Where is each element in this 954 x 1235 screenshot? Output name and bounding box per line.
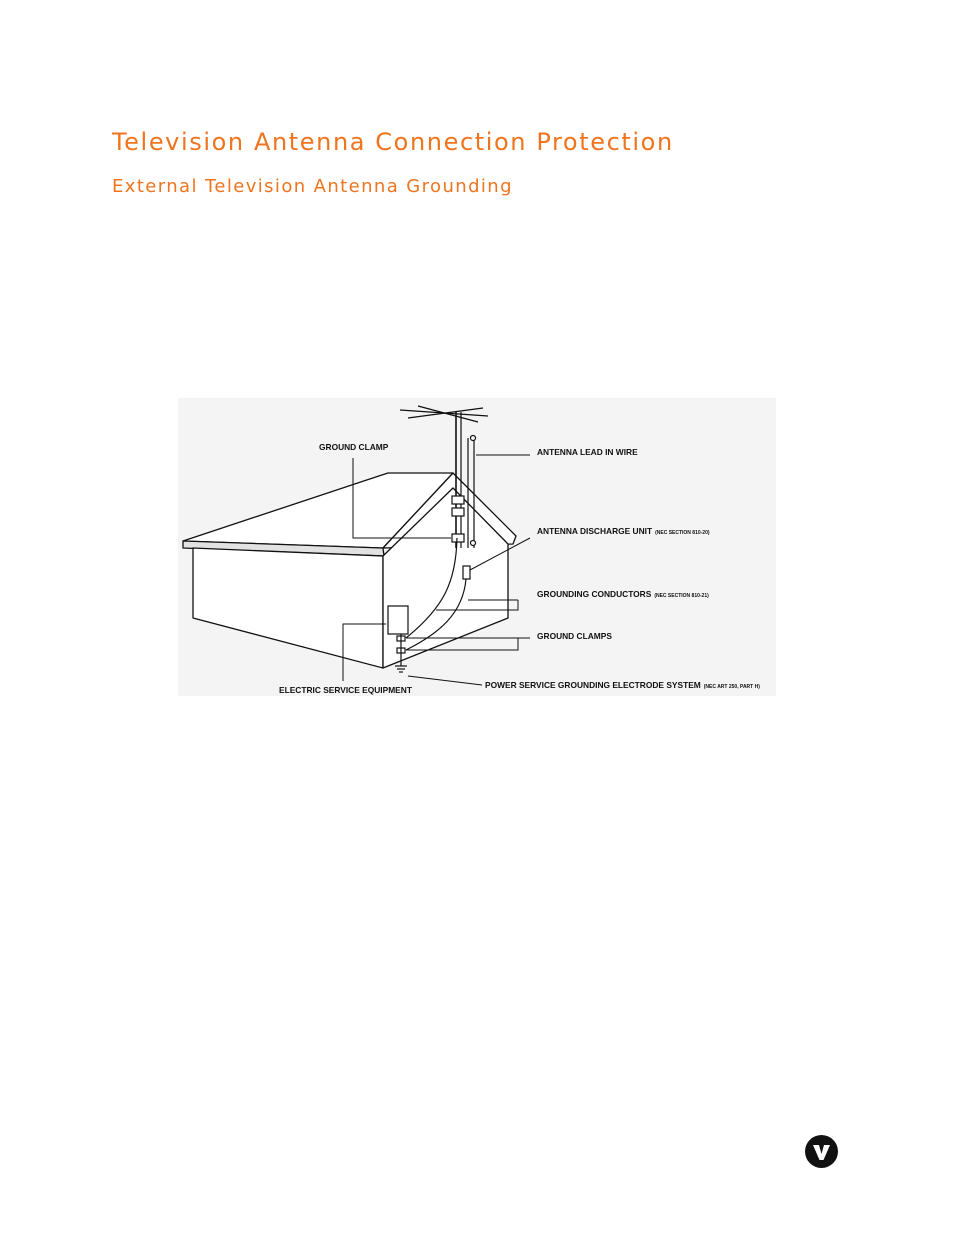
mast-bracket [452, 534, 464, 542]
grounding-conductors-name: GROUNDING CONDUCTORS [537, 589, 652, 599]
vizio-logo-icon [805, 1135, 838, 1168]
lead-standoff [471, 436, 476, 441]
power-service-name: POWER SERVICE GROUNDING ELECTRODE SYSTEM [485, 680, 701, 690]
power-service-ref: (NEC ART 250, PART H) [703, 684, 760, 690]
antenna-lead-label: ANTENNA LEAD IN WIRE [537, 447, 638, 457]
mast-bracket [452, 508, 464, 516]
electric-service-box [388, 606, 408, 634]
ground-clamp-label: GROUND CLAMP [319, 442, 389, 452]
mast-bracket [452, 496, 464, 504]
discharge-unit-name: ANTENNA DISCHARGE UNIT [537, 526, 653, 536]
electric-service-label: ELECTRIC SERVICE EQUIPMENT [279, 685, 412, 695]
discharge-unit-ref: (NEC SECTION 810-20) [655, 530, 710, 536]
discharge-unit-box [463, 566, 470, 579]
page-subtitle: External Television Antenna Grounding [112, 176, 513, 197]
page-title: Television Antenna Connection Protection [112, 128, 674, 156]
ground-clamps-label: GROUND CLAMPS [537, 631, 612, 641]
diagram-svg [178, 398, 776, 696]
lead-standoff [471, 541, 476, 546]
grounding-conductors-ref: (NEC SECTION 810-21) [654, 593, 709, 599]
antenna-grounding-diagram [178, 398, 776, 696]
